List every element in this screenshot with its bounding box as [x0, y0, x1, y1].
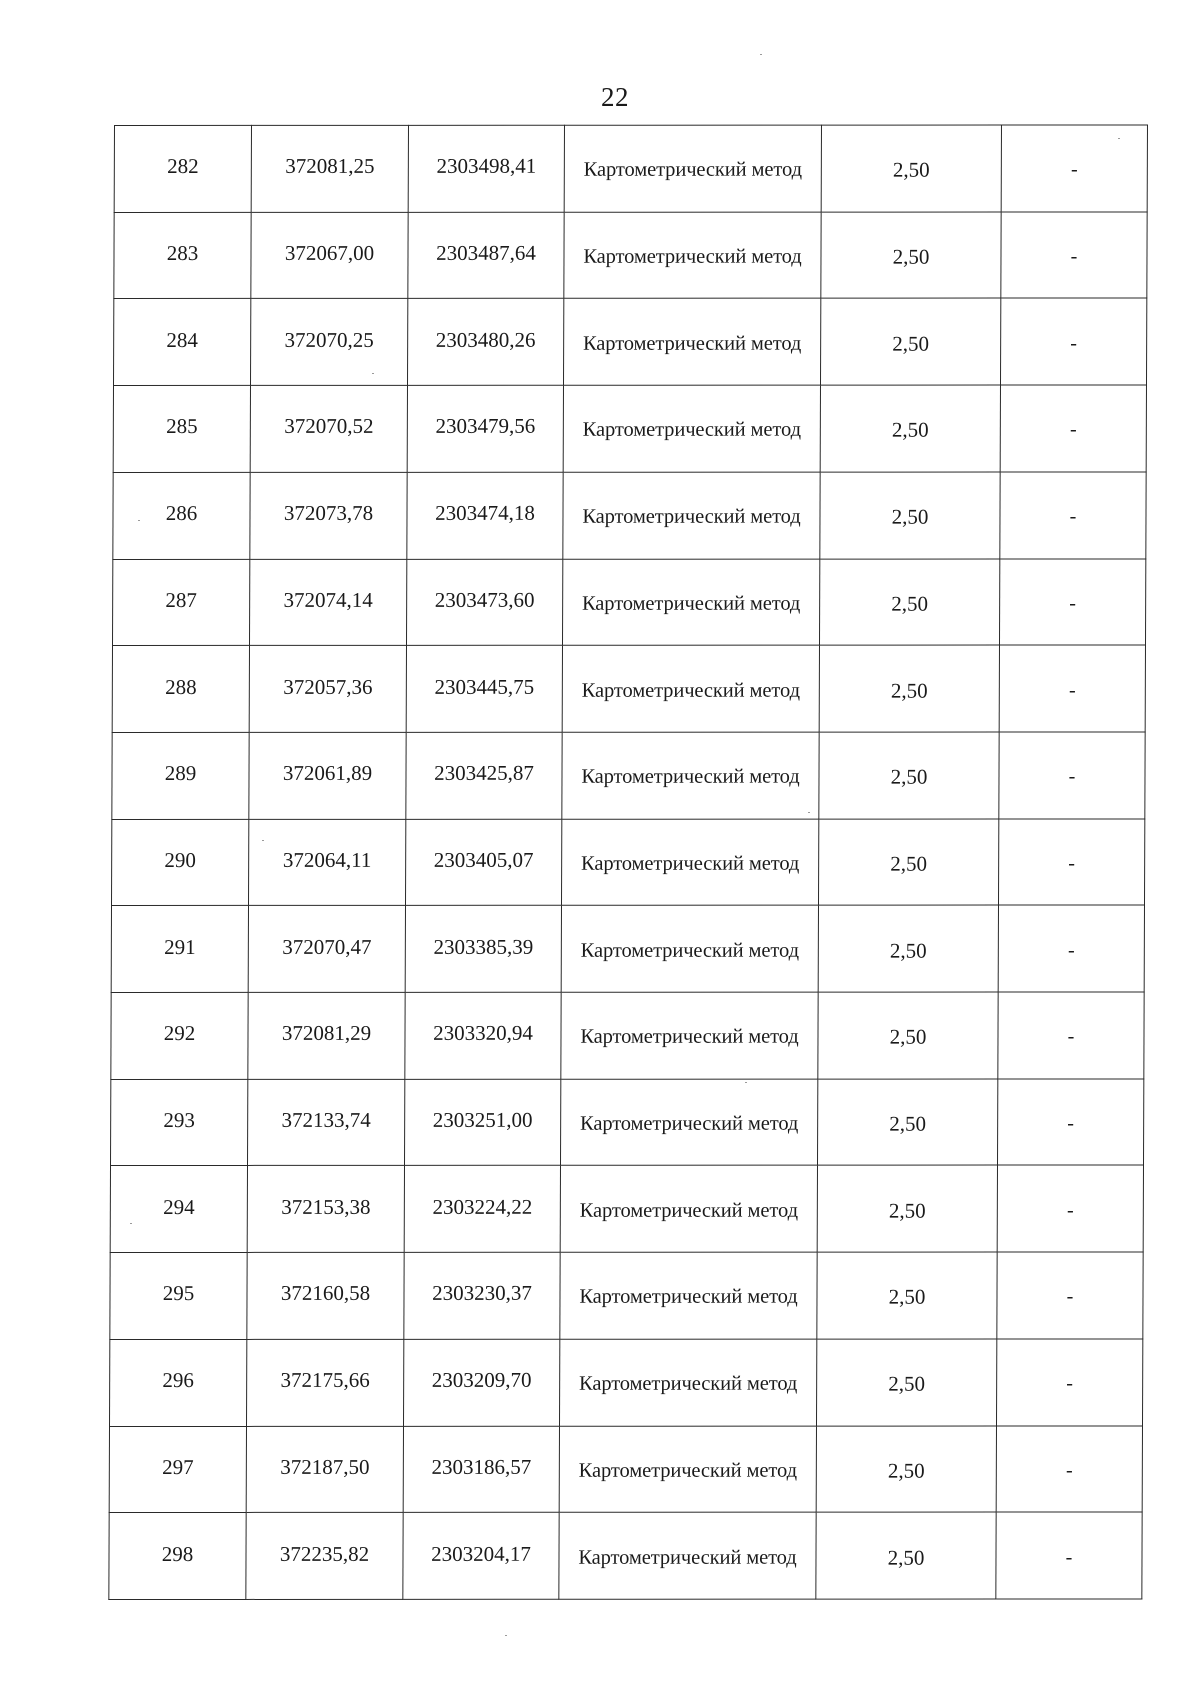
- accuracy-cell-text: 2,50: [888, 1371, 926, 1396]
- y-coordinate-cell-text: 2303186,57: [431, 1454, 532, 1479]
- accuracy-cell-text: 2,50: [890, 678, 928, 703]
- y-coordinate-cell-text: 2303473,60: [434, 587, 535, 612]
- x-coordinate-cell: [249, 559, 406, 646]
- x-coordinate-cell: [246, 1426, 403, 1513]
- table-row: [113, 298, 1146, 385]
- scan-speck: [138, 520, 140, 521]
- table-row: [113, 558, 1146, 645]
- x-coordinate-cell: [249, 819, 406, 906]
- note-cell: [1001, 125, 1147, 212]
- table-row: [111, 992, 1144, 1079]
- method-cell-text: Картометрический метод: [582, 332, 802, 355]
- note-cell: [1000, 298, 1146, 385]
- method-cell-text: Картометрический метод: [579, 1286, 798, 1309]
- x-coordinate-cell-text: 372061,89: [282, 761, 373, 786]
- accuracy-cell: [821, 212, 1001, 299]
- table-row: [109, 1512, 1142, 1599]
- accuracy-cell: [819, 732, 999, 819]
- y-coordinate-cell-text: 2303474,18: [435, 500, 535, 525]
- note-cell-text: -: [1067, 939, 1075, 962]
- point-number-cell-text: 298: [161, 1541, 194, 1566]
- table-row: [111, 1079, 1144, 1166]
- note-cell-text: -: [1065, 1459, 1073, 1482]
- accuracy-cell: [820, 472, 1000, 559]
- accuracy-cell: [818, 819, 998, 906]
- accuracy-cell-text: 2,50: [892, 331, 930, 356]
- scan-speck: [505, 1635, 507, 1636]
- method-cell-text: Картометрический метод: [578, 1372, 798, 1395]
- scan-speck: [262, 840, 264, 841]
- y-coordinate-cell: [405, 906, 561, 993]
- method-cell: [562, 559, 819, 646]
- y-coordinate-cell: [404, 1339, 560, 1426]
- x-coordinate-cell: [251, 212, 408, 299]
- method-cell-text: Картометрический метод: [579, 1112, 799, 1135]
- scan-speck: [745, 1082, 747, 1083]
- method-cell: [560, 1252, 817, 1339]
- method-cell-text: Картометрический метод: [578, 1459, 797, 1482]
- point-number-cell-text: 296: [162, 1368, 194, 1393]
- note-cell: [999, 645, 1145, 732]
- x-coordinate-cell-text: 372070,52: [284, 414, 374, 439]
- method-cell: [563, 299, 820, 386]
- point-number-cell: [111, 992, 248, 1079]
- x-coordinate-cell: [251, 125, 408, 212]
- table-row: [112, 819, 1145, 906]
- accuracy-cell-text: 2,50: [892, 244, 930, 269]
- y-coordinate-cell-text: 2303320,94: [433, 1021, 533, 1046]
- note-cell-text: -: [1069, 505, 1077, 528]
- note-cell: [996, 1339, 1142, 1426]
- y-coordinate-cell-text: 2303445,75: [434, 674, 535, 699]
- page-number: 22: [601, 82, 629, 112]
- point-number-cell-text: 293: [163, 1108, 195, 1133]
- accuracy-cell-text: 2,50: [891, 591, 929, 616]
- y-coordinate-cell-text: 2303230,37: [432, 1281, 532, 1306]
- method-cell: [561, 819, 818, 906]
- point-number-cell-text: 284: [166, 327, 198, 352]
- point-number-cell-text: 294: [163, 1194, 195, 1219]
- point-number-cell: [112, 819, 249, 906]
- note-cell-text: -: [1067, 1025, 1075, 1048]
- method-cell-text: Картометрический метод: [581, 592, 801, 615]
- accuracy-cell-text: 2,50: [887, 1545, 925, 1570]
- y-coordinate-cell: [407, 299, 563, 386]
- x-coordinate-cell-text: 372160,58: [280, 1281, 371, 1306]
- accuracy-cell-text: 2,50: [892, 157, 930, 182]
- point-number-cell-text: 291: [164, 934, 196, 959]
- x-coordinate-cell-text: 372074,14: [283, 587, 373, 612]
- note-cell: [996, 1512, 1142, 1599]
- accuracy-cell: [819, 645, 999, 732]
- coordinates-table-body: [109, 125, 1148, 1600]
- note-cell-text: -: [1066, 1199, 1074, 1222]
- table-row: [111, 905, 1144, 992]
- y-coordinate-cell: [403, 1426, 559, 1513]
- y-coordinate-cell-text: 2303209,70: [431, 1367, 532, 1393]
- note-cell-text: -: [1069, 592, 1077, 615]
- accuracy-cell: [818, 992, 998, 1079]
- method-cell: [562, 732, 819, 819]
- accuracy-cell-text: 2,50: [889, 1024, 927, 1049]
- point-number-cell-text: 287: [165, 587, 197, 612]
- method-cell: [559, 1512, 816, 1599]
- x-coordinate-cell: [249, 646, 406, 733]
- scan-speck: [760, 54, 762, 55]
- method-cell: [560, 1166, 817, 1253]
- y-coordinate-cell-text: 2303385,39: [433, 934, 534, 959]
- accuracy-cell: [817, 1165, 997, 1252]
- accuracy-cell: [818, 905, 998, 992]
- x-coordinate-cell-text: 372081,29: [281, 1021, 372, 1046]
- note-cell-text: -: [1068, 852, 1076, 875]
- point-number-cell-text: 282: [167, 154, 199, 179]
- point-number-cell: [114, 125, 251, 212]
- note-cell: [1000, 385, 1146, 472]
- point-number-cell-text: 297: [162, 1454, 194, 1479]
- method-cell: [564, 212, 821, 299]
- x-coordinate-cell-text: 372073,78: [283, 501, 374, 526]
- x-coordinate-cell-text: 372067,00: [284, 240, 375, 265]
- table-row: [114, 212, 1147, 299]
- accuracy-cell-text: 2,50: [889, 1111, 927, 1136]
- note-cell-text: -: [1065, 1546, 1073, 1569]
- note-cell-text: -: [1070, 158, 1078, 181]
- table-row: [112, 732, 1145, 819]
- y-coordinate-cell: [403, 1513, 559, 1600]
- method-cell: [560, 1079, 817, 1166]
- y-coordinate-cell-text: 2303251,00: [432, 1107, 533, 1132]
- note-cell-text: -: [1068, 679, 1076, 702]
- accuracy-cell: [821, 125, 1001, 212]
- note-cell-text: -: [1070, 245, 1078, 268]
- accuracy-cell: [816, 1339, 996, 1426]
- note-cell: [1000, 472, 1146, 559]
- y-coordinate-cell-text: 2303405,07: [433, 847, 534, 872]
- y-coordinate-cell: [404, 1166, 560, 1253]
- table-row: [113, 385, 1146, 472]
- accuracy-cell: [816, 1512, 996, 1599]
- x-coordinate-cell: [250, 472, 407, 559]
- note-cell: [1001, 212, 1147, 299]
- accuracy-cell: [817, 1252, 997, 1339]
- y-coordinate-cell-text: 2303498,41: [436, 154, 537, 179]
- method-cell-text: Картометрический метод: [581, 679, 800, 702]
- point-number-cell-text: 285: [166, 414, 198, 439]
- note-cell-text: -: [1066, 1372, 1074, 1395]
- accuracy-cell-text: 2,50: [887, 1458, 925, 1483]
- point-number-cell: [109, 1426, 246, 1513]
- note-cell: [998, 819, 1144, 906]
- point-number-cell: [111, 1079, 248, 1166]
- table-row: [114, 125, 1147, 212]
- note-cell: [999, 558, 1145, 645]
- x-coordinate-cell-text: 372070,25: [284, 327, 374, 352]
- coordinates-table: [108, 124, 1148, 1600]
- point-number-cell: [110, 1253, 247, 1340]
- method-cell: [563, 385, 820, 472]
- x-coordinate-cell: [250, 385, 407, 472]
- scan-speck: [808, 812, 810, 813]
- y-coordinate-cell: [407, 385, 563, 472]
- x-coordinate-cell: [247, 1252, 404, 1339]
- x-coordinate-cell-text: 372187,50: [280, 1454, 370, 1479]
- x-coordinate-cell-text: 372070,47: [282, 934, 372, 959]
- x-coordinate-cell: [247, 1339, 404, 1426]
- point-number-cell-text: 286: [165, 501, 198, 526]
- method-cell: [561, 992, 818, 1079]
- point-number-cell: [113, 472, 250, 559]
- y-coordinate-cell-text: 2303487,64: [436, 240, 536, 265]
- x-coordinate-cell-text: 372175,66: [280, 1368, 370, 1393]
- point-number-cell: [113, 299, 250, 386]
- point-number-cell-text: 292: [163, 1021, 196, 1046]
- accuracy-cell-text: 2,50: [890, 851, 928, 876]
- accuracy-cell-text: 2,50: [891, 504, 929, 529]
- point-number-cell-text: 283: [166, 241, 199, 266]
- note-cell-text: -: [1068, 765, 1076, 788]
- note-cell-text: -: [1069, 418, 1077, 441]
- accuracy-cell-text: 2,50: [888, 1285, 926, 1310]
- point-number-cell: [112, 732, 249, 819]
- point-number-cell: [111, 906, 248, 993]
- accuracy-cell: [820, 385, 1000, 472]
- method-cell: [563, 472, 820, 559]
- point-number-cell: [109, 1513, 246, 1600]
- scan-speck: [130, 1223, 132, 1224]
- x-coordinate-cell: [248, 992, 405, 1079]
- note-cell-text: -: [1070, 332, 1078, 355]
- y-coordinate-cell: [406, 732, 562, 819]
- method-cell-text: Картометрический метод: [583, 158, 802, 182]
- accuracy-cell-text: 2,50: [891, 418, 929, 443]
- x-coordinate-cell: [247, 1166, 404, 1253]
- point-number-cell-text: 289: [164, 761, 197, 786]
- method-cell-text: Картометрический метод: [583, 245, 802, 268]
- note-cell-text: -: [1067, 1112, 1075, 1135]
- point-number-cell-text: 290: [164, 847, 196, 872]
- method-cell: [559, 1426, 816, 1513]
- y-coordinate-cell-text: 2303204,17: [431, 1541, 531, 1566]
- note-cell: [999, 732, 1145, 819]
- point-number-cell-text: 295: [162, 1281, 195, 1306]
- point-number-cell: [113, 386, 250, 473]
- method-cell-text: Картометрический метод: [579, 1199, 798, 1222]
- note-cell: [997, 1079, 1143, 1166]
- x-coordinate-cell-text: 372235,82: [279, 1541, 370, 1566]
- x-coordinate-cell-text: 372153,38: [281, 1194, 371, 1219]
- x-coordinate-cell-text: 372057,36: [283, 674, 373, 699]
- y-coordinate-cell: [407, 472, 563, 559]
- y-coordinate-cell: [406, 559, 562, 646]
- accuracy-cell: [816, 1426, 996, 1513]
- method-cell-text: Картометрический метод: [580, 852, 800, 875]
- method-cell: [560, 1339, 817, 1426]
- accuracy-cell: [820, 298, 1000, 385]
- scan-speck: [1118, 138, 1120, 139]
- method-cell-text: Картометрический метод: [580, 1026, 799, 1049]
- note-cell-text: -: [1066, 1285, 1074, 1308]
- x-coordinate-cell: [248, 906, 405, 993]
- method-cell-text: Картометрический метод: [578, 1546, 797, 1569]
- y-coordinate-cell-text: 2303479,56: [435, 414, 536, 439]
- table-row: [109, 1426, 1142, 1513]
- point-number-cell: [110, 1166, 247, 1253]
- y-coordinate-cell: [408, 125, 564, 212]
- table-row: [110, 1252, 1143, 1339]
- y-coordinate-cell-text: 2303224,22: [432, 1194, 533, 1219]
- method-cell-text: Картометрический метод: [582, 505, 801, 528]
- point-number-cell: [114, 212, 251, 299]
- y-coordinate-cell: [406, 645, 562, 732]
- x-coordinate-cell: [250, 299, 407, 386]
- table-row: [112, 645, 1145, 732]
- x-coordinate-cell-text: 372081,25: [285, 154, 375, 179]
- y-coordinate-cell-text: 2303425,87: [434, 761, 534, 786]
- method-cell: [564, 125, 821, 212]
- y-coordinate-cell: [405, 819, 561, 906]
- x-coordinate-cell: [246, 1513, 403, 1600]
- accuracy-cell: [819, 559, 999, 646]
- point-number-cell: [112, 646, 249, 733]
- accuracy-cell-text: 2,50: [888, 1198, 926, 1223]
- y-coordinate-cell: [408, 212, 564, 299]
- note-cell: [996, 1426, 1142, 1513]
- point-number-cell: [110, 1339, 247, 1426]
- table-row: [110, 1165, 1143, 1252]
- x-coordinate-cell: [248, 1079, 405, 1166]
- y-coordinate-cell: [405, 1079, 561, 1166]
- method-cell: [562, 645, 819, 732]
- x-coordinate-cell-text: 372064,11: [282, 847, 372, 872]
- accuracy-cell-text: 2,50: [889, 938, 927, 963]
- method-cell-text: Картометрический метод: [580, 939, 799, 962]
- x-coordinate-cell-text: 372133,74: [281, 1107, 371, 1132]
- y-coordinate-cell: [405, 992, 561, 1079]
- scan-speck: [372, 373, 374, 374]
- point-number-cell-text: 288: [165, 674, 197, 699]
- note-cell: [998, 905, 1144, 992]
- point-number-cell: [113, 559, 250, 646]
- method-cell-text: Картометрический метод: [581, 765, 800, 789]
- method-cell-text: Картометрический метод: [582, 419, 801, 442]
- method-cell: [561, 905, 818, 992]
- y-coordinate-cell: [404, 1252, 560, 1339]
- x-coordinate-cell: [249, 732, 406, 819]
- note-cell: [997, 1165, 1143, 1252]
- table-row: [113, 472, 1146, 559]
- note-cell: [997, 1252, 1143, 1339]
- y-coordinate-cell-text: 2303480,26: [435, 327, 536, 352]
- accuracy-cell: [817, 1079, 997, 1166]
- note-cell: [998, 992, 1144, 1079]
- accuracy-cell-text: 2,50: [890, 764, 928, 789]
- table-row: [110, 1339, 1143, 1426]
